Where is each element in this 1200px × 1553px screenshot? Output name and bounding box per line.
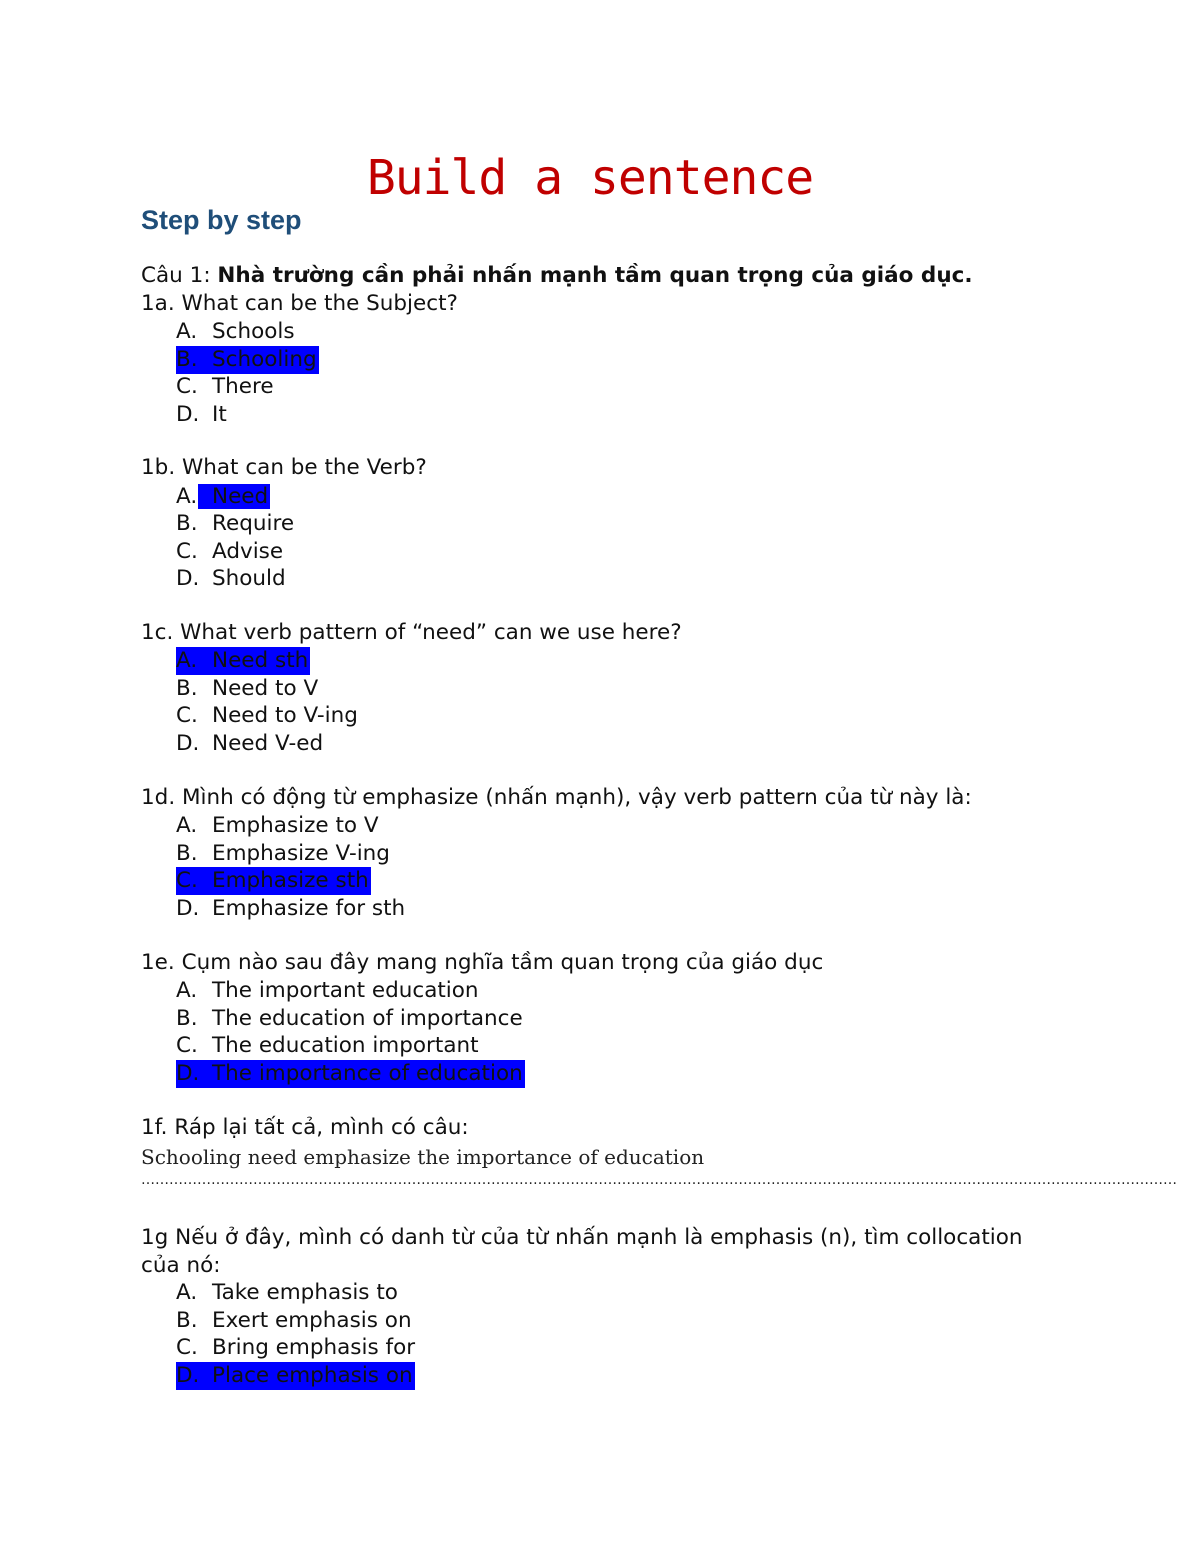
option-1g-c[interactable]	[176, 1334, 415, 1362]
option-text: Need V-ed	[212, 731, 324, 756]
question-text: Nhà trường cần phải nhấn mạnh tầm quan trọng của giáo dục.	[217, 263, 973, 288]
option-1e-c[interactable]	[176, 1032, 479, 1060]
option-1c-a-selected[interactable]	[176, 647, 310, 675]
option-letter: A.	[176, 648, 198, 673]
option-text: Schooling	[212, 347, 317, 372]
option-1b-b[interactable]	[176, 510, 294, 538]
option-text: Schools	[212, 319, 295, 344]
option-letter: D.	[176, 896, 200, 921]
option-letter: C.	[176, 374, 198, 399]
option-text: Emphasize for sth	[212, 896, 406, 921]
option-text: There	[212, 374, 274, 399]
option-text: Need sth	[212, 648, 309, 673]
option-1e-d-selected[interactable]	[176, 1060, 525, 1088]
option-text: Need to V-ing	[212, 703, 358, 728]
page-title: Build a sentence	[366, 150, 814, 206]
option-letter: D.	[176, 731, 200, 756]
option-letter: B.	[176, 347, 198, 372]
option-text: Require	[212, 511, 295, 536]
option-letter: D.	[176, 402, 200, 427]
option-1b-a-selected[interactable]	[176, 483, 270, 511]
answer-sentence[interactable]: Schooling need emphasize the importance of education	[141, 1145, 705, 1169]
question-label: Câu 1:	[141, 263, 218, 288]
option-1c-c[interactable]	[176, 702, 358, 730]
option-letter: B.	[176, 511, 198, 536]
option-text: Exert emphasis on	[212, 1308, 412, 1333]
option-text: Emphasize V-ing	[212, 841, 390, 866]
prompt-1f: 1f. Ráp lại tất cả, mình có câu:	[141, 1115, 469, 1140]
option-1g-b[interactable]	[176, 1307, 412, 1335]
option-text: Emphasize to V	[212, 813, 379, 838]
option-letter: C.	[176, 868, 198, 893]
option-letter: A.	[176, 813, 198, 838]
option-letter: A.	[176, 978, 198, 1003]
option-letter: B.	[176, 841, 198, 866]
option-1a-d[interactable]	[176, 401, 227, 429]
option-1g-d-selected[interactable]	[176, 1362, 415, 1390]
option-1a-c[interactable]	[176, 373, 274, 401]
option-text: Should	[212, 566, 286, 591]
option-1d-b[interactable]	[176, 840, 390, 868]
option-1d-c-selected[interactable]	[176, 867, 371, 895]
option-1c-b[interactable]	[176, 675, 318, 703]
option-1b-c[interactable]	[176, 538, 283, 566]
option-text: Need to V	[212, 676, 319, 701]
prompt-1g: 1g Nếu ở đây, mình có danh từ của từ nhấn mạnh là emphasis (n), tìm collocation của nó:	[141, 1225, 1023, 1278]
option-1c-d[interactable]	[176, 730, 323, 758]
option-text: Take emphasis to	[212, 1280, 398, 1305]
option-letter: A.	[176, 1280, 198, 1305]
prompt-1a: 1a. What can be the Subject?	[141, 291, 458, 316]
option-letter: A.	[176, 484, 198, 509]
option-text: Need	[198, 484, 270, 509]
option-letter: C.	[176, 539, 198, 564]
option-1e-a[interactable]	[176, 977, 479, 1005]
option-1d-a[interactable]	[176, 812, 379, 840]
option-letter: B.	[176, 1308, 198, 1333]
option-1g-a[interactable]	[176, 1279, 398, 1307]
option-text: The education important	[212, 1033, 479, 1058]
option-letter: A.	[176, 319, 198, 344]
option-1e-b[interactable]	[176, 1005, 523, 1033]
option-1d-d[interactable]	[176, 895, 405, 923]
option-text: Emphasize sth	[212, 868, 369, 893]
option-1a-b-selected[interactable]	[176, 346, 319, 374]
option-letter: D.	[176, 1061, 200, 1086]
option-text: It	[212, 402, 227, 427]
option-text: Bring emphasis for	[212, 1335, 416, 1360]
option-letter: B.	[176, 676, 198, 701]
option-letter: B.	[176, 1006, 198, 1031]
prompt-1e: 1e. Cụm nào sau đây mang nghĩa tầm quan trọng của giáo dục	[141, 950, 824, 975]
option-letter: D.	[176, 566, 200, 591]
option-text: The importance of education	[212, 1061, 523, 1086]
option-letter: C.	[176, 1335, 198, 1360]
option-text: Place emphasis on	[212, 1363, 413, 1388]
section-heading: Step by step	[141, 205, 302, 235]
option-text: The important education	[212, 978, 479, 1003]
option-letter: C.	[176, 703, 198, 728]
dotted-divider: ……………………………………………………………………………………………………………………………………………………………………………………………………	[141, 1172, 1177, 1188]
question-line	[141, 263, 973, 288]
prompt-1d: 1d. Mình có động từ emphasize (nhấn mạnh), vậy verb pattern của từ này là:	[141, 785, 972, 810]
option-text: The education of importance	[212, 1006, 523, 1031]
option-text: Advise	[212, 539, 284, 564]
option-letter: C.	[176, 1033, 198, 1058]
prompt-1b: 1b. What can be the Verb?	[141, 455, 427, 480]
prompt-1c: 1c. What verb pattern of “need” can we use here?	[141, 620, 682, 645]
option-1b-d[interactable]	[176, 565, 286, 593]
option-letter: D.	[176, 1363, 200, 1388]
option-1a-a[interactable]	[176, 318, 295, 346]
